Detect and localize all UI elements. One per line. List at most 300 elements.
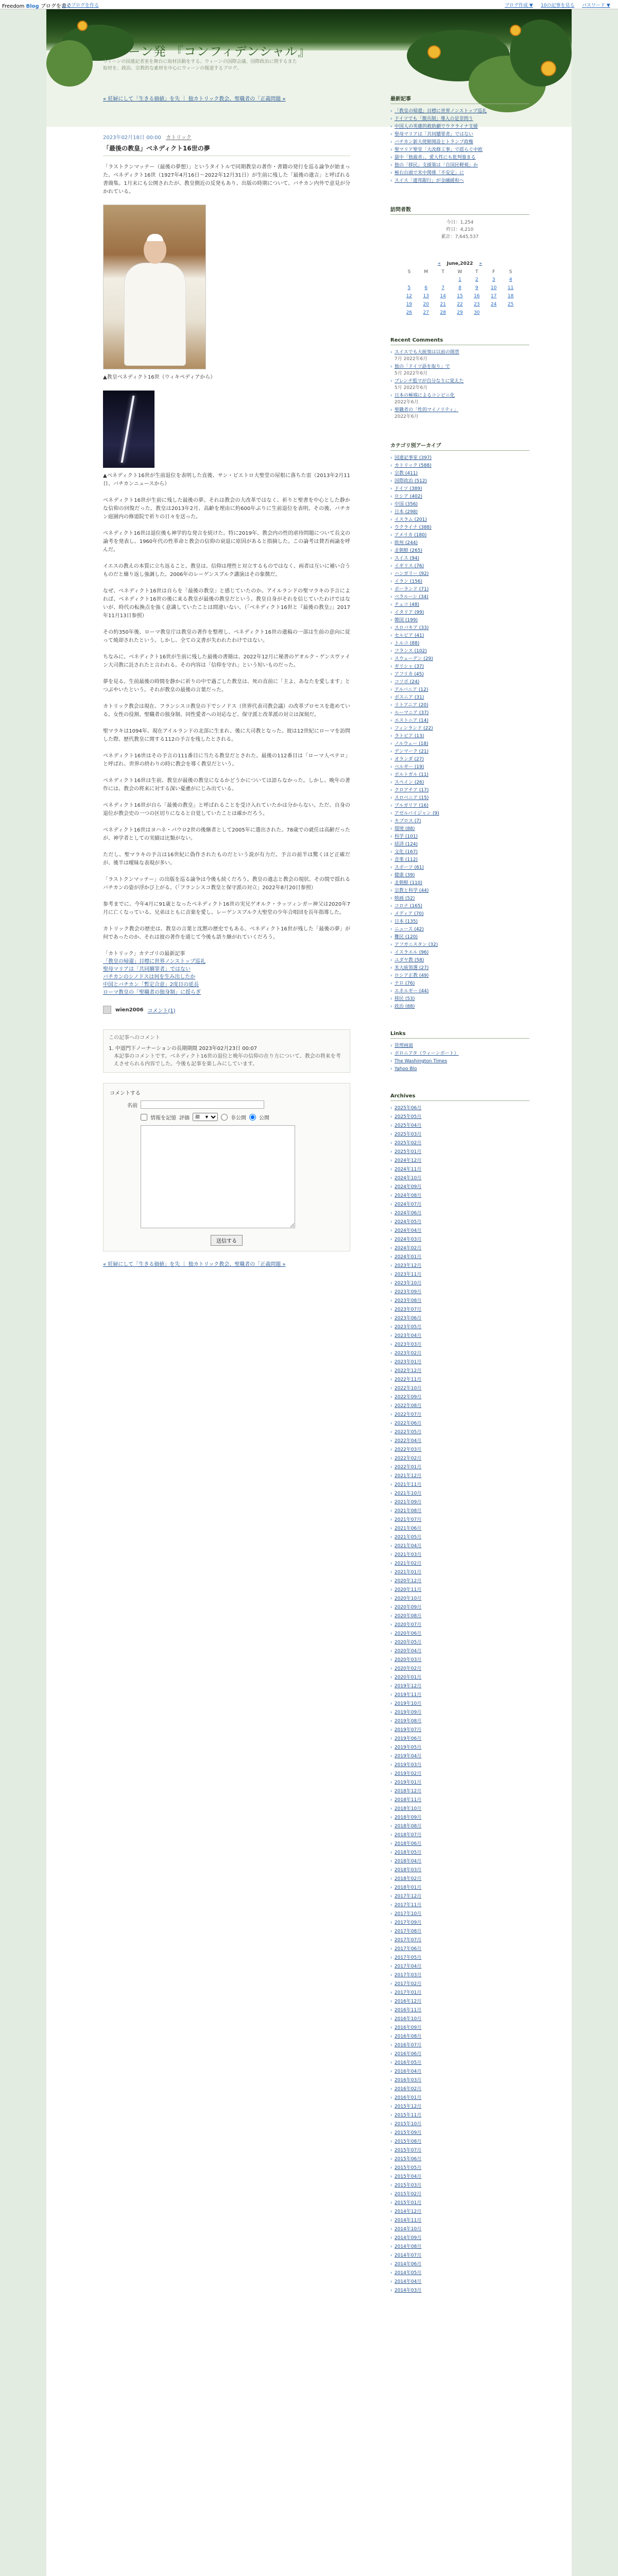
category-link[interactable]: 宗教 (411) xyxy=(394,471,418,476)
category-link[interactable]: イスラム (201) xyxy=(394,517,427,522)
recent-post-link[interactable]: バチカン新大使館開設とトランプ政権 xyxy=(394,140,473,145)
archive-link[interactable]: 2018年04月 xyxy=(394,1859,422,1864)
archive-link[interactable]: 2016年09月 xyxy=(394,2025,422,2030)
external-link[interactable]: Yahoo Blo xyxy=(394,1066,417,1072)
category-link[interactable]: 北朝鮮 (110) xyxy=(394,880,423,886)
calendar-day[interactable]: 22 xyxy=(457,302,463,307)
archive-link[interactable]: 2015年03月 xyxy=(394,2183,422,2188)
archive-link[interactable]: 2024年04月 xyxy=(394,1228,422,1233)
category-link[interactable]: アメリカ (180) xyxy=(394,533,427,538)
category-link[interactable]: ギリシャ (37) xyxy=(394,664,424,669)
archive-link[interactable]: 2020年03月 xyxy=(394,1657,422,1663)
archive-link[interactable]: 2024年06月 xyxy=(394,1211,422,1216)
archive-link[interactable]: 2017年10月 xyxy=(394,1911,422,1917)
archive-link[interactable]: 2021年02月 xyxy=(394,1561,422,1566)
archive-link[interactable]: 2020年08月 xyxy=(394,1614,422,1619)
archive-link[interactable]: 2023年02月 xyxy=(394,1351,422,1356)
archive-link[interactable]: 2021年04月 xyxy=(394,1544,422,1549)
related-post-link[interactable]: 「教皇の帰還」目標に世界ノンストップ巡礼 xyxy=(103,959,205,964)
archive-link[interactable]: 2019年01月 xyxy=(394,1780,422,1785)
archive-link[interactable]: 2019年05月 xyxy=(394,1745,422,1750)
comments-heading: この記事へのコメント xyxy=(109,1035,160,1041)
archive-link[interactable]: 2016年12月 xyxy=(394,1999,422,2004)
archive-link[interactable]: 2022年07月 xyxy=(394,1412,422,1417)
archive-link[interactable]: 2017年04月 xyxy=(394,1964,422,1969)
public-radio[interactable] xyxy=(249,1114,256,1121)
category-link[interactable]: 音楽 (112) xyxy=(394,857,418,862)
archive-link[interactable]: 2025年05月 xyxy=(394,1114,422,1120)
category-link[interactable]: カトリック (588) xyxy=(394,463,432,468)
post-navigation[interactable]: « 妊婦にして「生きる価値」を失 ｜ 独カトリック教会、聖職者の「正義問題 » xyxy=(103,96,286,102)
category-link[interactable]: チェコ (48) xyxy=(394,602,420,607)
next-month-icon[interactable]: » xyxy=(479,261,482,266)
archive-link[interactable]: 2024年01月 xyxy=(394,1255,422,1260)
calendar-day[interactable]: 20 xyxy=(423,302,429,307)
recent-comment-link[interactable]: スイスでも大統領は以前の開票 xyxy=(394,350,459,355)
category-link[interactable]: スイス (94) xyxy=(394,556,420,561)
category-link[interactable]: エストニア (14) xyxy=(394,718,428,723)
archive-link[interactable]: 2021年08月 xyxy=(394,1509,422,1514)
archive-link[interactable]: 2019年03月 xyxy=(394,1762,422,1768)
recent-post-link[interactable]: 独の「移民」支援策は「自国民軽視」か xyxy=(394,163,478,168)
archive-link[interactable]: 2023年05月 xyxy=(394,1325,422,1330)
site-brand[interactable]: Freedom Blog ブログを書く xyxy=(2,4,72,9)
prev-month-icon[interactable]: « xyxy=(438,261,441,266)
archive-link[interactable]: 2016年06月 xyxy=(394,2052,422,2057)
calendar-day[interactable]: 11 xyxy=(507,285,514,291)
recent-comment-link[interactable]: 日本の極端によるコンビニ化 xyxy=(394,393,455,398)
category-link[interactable]: 健康 (39) xyxy=(394,873,415,878)
comments-link[interactable]: コメント(1) xyxy=(147,1008,176,1014)
related-post-link[interactable]: 聖母マリアは「共同贖罪者」ではない xyxy=(103,967,191,972)
category-link[interactable]: 文化 (167) xyxy=(394,850,418,855)
category-link[interactable]: イスラエル (96) xyxy=(394,950,429,955)
archive-link[interactable]: 2016年08月 xyxy=(394,2034,422,2039)
archive-link[interactable]: 2019年04月 xyxy=(394,1754,422,1759)
calendar-day[interactable]: 19 xyxy=(406,302,413,307)
category-link[interactable]: ハンガリー (92) xyxy=(394,571,429,577)
archive-link[interactable]: 2024年07月 xyxy=(394,1202,422,1207)
archive-link[interactable]: 2015年05月 xyxy=(394,2165,422,2171)
category-link[interactable]: スペイン (26) xyxy=(394,780,424,785)
archive-link[interactable]: 2021年05月 xyxy=(394,1535,422,1540)
calendar-day[interactable]: 25 xyxy=(507,302,514,307)
category-link[interactable]: リトアニア (20) xyxy=(394,703,428,708)
archive-link[interactable]: 2022年04月 xyxy=(394,1438,422,1444)
comment-textarea[interactable] xyxy=(141,1125,295,1228)
archive-link[interactable]: 2023年06月 xyxy=(394,1316,422,1321)
archive-item xyxy=(390,1788,529,1795)
archive-link[interactable]: 2017年02月 xyxy=(394,1981,422,1987)
category-link[interactable]: ベルギー (19) xyxy=(394,765,424,770)
category-link[interactable]: 中国 (356) xyxy=(394,502,418,507)
archive-link[interactable]: 2016年04月 xyxy=(394,2069,422,2074)
calendar-day[interactable]: 17 xyxy=(490,294,497,299)
category-link[interactable]: ノルウェー (18) xyxy=(394,741,428,747)
category-link[interactable]: 難民 (120) xyxy=(394,935,418,940)
category-link[interactable]: コロナ (165) xyxy=(394,904,423,909)
archive-link[interactable]: 2018年02月 xyxy=(394,1876,422,1882)
category-link[interactable]: 米大統領選 (27) xyxy=(394,965,429,971)
category-link[interactable]: トルコ (88) xyxy=(394,641,420,646)
recent-post-link[interactable]: 極右台頭で米中関係「不安定」に xyxy=(394,171,465,176)
category-link[interactable]: イタリア (99) xyxy=(394,610,424,615)
archive-item xyxy=(390,1648,529,1655)
comment-form xyxy=(103,1083,350,1251)
archive-link[interactable]: 2022年12月 xyxy=(394,1368,422,1374)
category-link[interactable]: ドイツ (389) xyxy=(394,486,422,492)
archive-link[interactable]: 2015年09月 xyxy=(394,2130,422,2136)
calendar-day[interactable]: 18 xyxy=(507,294,514,299)
category-link[interactable]: 韓国 (199) xyxy=(394,618,418,623)
archive-link[interactable]: 2022年03月 xyxy=(394,1447,422,1452)
archive-item xyxy=(390,1850,529,1856)
calendar-day[interactable]: 27 xyxy=(423,310,429,315)
category-link[interactable]: エネルギー (44) xyxy=(394,989,429,994)
password-menu[interactable]: パスワード ▼ xyxy=(582,3,610,8)
archive-link[interactable]: 2024年03月 xyxy=(394,1237,422,1242)
archive-link[interactable]: 2018年03月 xyxy=(394,1868,422,1873)
calendar-day[interactable]: 30 xyxy=(474,310,480,315)
archive-link[interactable]: 2015年01月 xyxy=(394,2200,422,2206)
archive-link[interactable]: 2014年12月 xyxy=(394,2209,422,2214)
category-link[interactable]: テロ (76) xyxy=(394,981,415,986)
archive-link[interactable]: 2016年05月 xyxy=(394,2060,422,2065)
category-link[interactable]: イギリス (76) xyxy=(394,564,424,569)
archive-link[interactable]: 2025年01月 xyxy=(394,1149,422,1155)
category-link[interactable]: ポーランド (71) xyxy=(394,587,429,592)
archive-link[interactable]: 2017年11月 xyxy=(394,1903,422,1908)
recent-comment-link[interactable]: ブレンチ監マが自分なりに覚えた xyxy=(394,379,464,384)
archive-link[interactable]: 2014年10月 xyxy=(394,2227,422,2232)
recent-post-item xyxy=(390,147,529,154)
external-link[interactable]: The Washington Times xyxy=(394,1059,448,1064)
recent-post-link[interactable]: ドイツでも「徴兵制」導入の是非問う xyxy=(394,116,473,122)
archive-link[interactable]: 2021年10月 xyxy=(394,1491,422,1496)
archive-link[interactable]: 2025年02月 xyxy=(394,1141,422,1146)
archive-link[interactable]: 2018年07月 xyxy=(394,1833,422,1838)
archive-link[interactable]: 2023年08月 xyxy=(394,1298,422,1303)
category-link[interactable]: 国連記事室 (397) xyxy=(394,455,432,461)
archive-link[interactable]: 2019年10月 xyxy=(394,1701,422,1706)
archive-link[interactable]: 2022年10月 xyxy=(394,1386,422,1391)
category-link[interactable]: 日本 (135) xyxy=(394,919,418,924)
recent-post-link[interactable]: 中国人の英雄的救助劇でウクライナ支援 xyxy=(394,124,478,129)
calendar xyxy=(401,268,519,317)
archive-link[interactable]: 2024年09月 xyxy=(394,1184,422,1190)
archive-link[interactable]: 2023年11月 xyxy=(394,1272,422,1277)
archive-link[interactable]: 2022年11月 xyxy=(394,1377,422,1382)
external-link[interactable]: ポロニアタ（ウィーンボート） xyxy=(394,1051,459,1056)
archive-link[interactable]: 2022年05月 xyxy=(394,1430,422,1435)
archive-link[interactable]: 2024年10月 xyxy=(394,1176,422,1181)
category-link[interactable]: ユダヤ教 (58) xyxy=(394,958,424,963)
category-link[interactable]: 環境 (88) xyxy=(394,826,415,832)
archive-link[interactable]: 2022年02月 xyxy=(394,1456,422,1461)
calendar-day[interactable]: 14 xyxy=(440,294,446,299)
archive-link[interactable]: 2021年01月 xyxy=(394,1570,422,1575)
archive-link[interactable]: 2015年11月 xyxy=(394,2113,422,2118)
calendar-day[interactable]: 16 xyxy=(474,294,480,299)
archive-link[interactable]: 2016年10月 xyxy=(394,2016,422,2022)
calendar-day[interactable]: 7 xyxy=(441,285,444,291)
calendar-day[interactable]: 28 xyxy=(440,310,446,315)
calendar-day[interactable]: 29 xyxy=(457,310,463,315)
archive-link[interactable]: 2017年07月 xyxy=(394,1938,422,1943)
category-link[interactable]: 欧州 (244) xyxy=(394,540,418,546)
view-articles-link[interactable]: 10の記事を見る xyxy=(541,3,575,8)
archive-item xyxy=(390,1245,529,1252)
archive-link[interactable]: 2023年10月 xyxy=(394,1281,422,1286)
archive-link[interactable]: 2018年09月 xyxy=(394,1815,422,1820)
category-link[interactable]: 科学 (101) xyxy=(394,834,418,839)
archive-link[interactable]: 2021年03月 xyxy=(394,1552,422,1557)
external-link[interactable]: 管理画面 xyxy=(394,1043,414,1048)
category-link[interactable]: ロシア (402) xyxy=(394,494,423,499)
category-link[interactable]: クロアチア (17) xyxy=(394,788,429,793)
category-link[interactable]: コソボ (24) xyxy=(394,680,420,685)
category-link[interactable]: アゼルバイジャン (9) xyxy=(394,811,439,816)
category-link[interactable]: 映画 (52) xyxy=(394,896,415,901)
archive-link[interactable]: 2023年07月 xyxy=(394,1307,422,1312)
archive-link[interactable]: 2020年12月 xyxy=(394,1579,422,1584)
category-link[interactable]: デンマーク (21) xyxy=(394,749,429,754)
category-link[interactable]: スロベニア (15) xyxy=(394,795,429,801)
archive-link[interactable]: 2014年07月 xyxy=(394,2253,422,2258)
category-link[interactable]: スロバキア (33) xyxy=(394,625,429,631)
category-link[interactable]: 北朝鮮 (265) xyxy=(394,548,423,553)
archive-link[interactable]: 2017年09月 xyxy=(394,1920,422,1925)
calendar-day[interactable]: 21 xyxy=(440,302,446,307)
category-link[interactable]: アフガニスタン (32) xyxy=(394,942,438,947)
category-link[interactable]: ニュース (42) xyxy=(394,927,424,932)
archive-link[interactable]: 2018年11月 xyxy=(394,1798,422,1803)
archive-link[interactable]: 2020年01月 xyxy=(394,1675,422,1680)
private-radio[interactable] xyxy=(221,1114,228,1121)
related-post-link[interactable]: ローマ教皇の「聖職者の独身制」に揺らぎ xyxy=(103,990,201,995)
archive-link[interactable]: 2015年02月 xyxy=(394,2192,422,2197)
calendar-day[interactable]: 1 xyxy=(458,277,461,282)
submit-button[interactable]: 送信する xyxy=(211,1235,243,1246)
calendar-day[interactable]: 8 xyxy=(458,285,461,291)
archive-link[interactable]: 2014年03月 xyxy=(394,2288,422,2293)
category-link[interactable]: セルビア (41) xyxy=(394,633,424,638)
archive-link[interactable]: 2019年12月 xyxy=(394,1684,422,1689)
archive-item xyxy=(390,1105,529,1112)
archive-item xyxy=(390,1359,529,1366)
archive-link[interactable]: 2023年12月 xyxy=(394,1263,422,1268)
category-link[interactable]: 移民 (53) xyxy=(394,996,415,1002)
archive-link[interactable]: 2014年09月 xyxy=(394,2235,422,2241)
category-link[interactable]: イラン (156) xyxy=(394,579,423,584)
post-author[interactable]: wien2006 xyxy=(115,1007,144,1013)
post-title[interactable]: 「最後の教皇」ベネディクト16世の夢 xyxy=(103,142,350,156)
archive-link[interactable]: 2015年04月 xyxy=(394,2174,422,2179)
category-link[interactable]: ポルトガル (11) xyxy=(394,772,429,777)
calendar-day[interactable]: 4 xyxy=(509,277,512,282)
archive-link[interactable]: 2020年11月 xyxy=(394,1587,422,1592)
archive-link[interactable]: 2017年01月 xyxy=(394,1990,422,1995)
archive-link[interactable]: 2019年11月 xyxy=(394,1692,422,1698)
archive-link[interactable]: 2014年11月 xyxy=(394,2218,422,2223)
category-link[interactable]: ボスニア (31) xyxy=(394,695,424,700)
create-blog-link[interactable]: このブログを作る xyxy=(62,3,99,8)
calendar-day[interactable]: 3 xyxy=(492,277,495,282)
archive-item xyxy=(390,1867,529,1874)
calendar-day[interactable]: 5 xyxy=(407,285,411,291)
archive-link[interactable]: 2024年08月 xyxy=(394,1193,422,1198)
archive-link[interactable]: 2014年05月 xyxy=(394,2270,422,2276)
archive-link[interactable]: 2024年05月 xyxy=(394,1219,422,1225)
archive-link[interactable]: 2016年07月 xyxy=(394,2043,422,2048)
category-link[interactable]: フランス (102) xyxy=(394,649,427,654)
category-link[interactable]: 日本 (298) xyxy=(394,510,418,515)
archive-link[interactable]: 2025年03月 xyxy=(394,1132,422,1137)
archive-link[interactable]: 2015年08月 xyxy=(394,2139,422,2144)
category-link[interactable]: スウェーデン (29) xyxy=(394,656,433,662)
archive-link[interactable]: 2015年10月 xyxy=(394,2122,422,2127)
archive-link[interactable]: 2017年08月 xyxy=(394,1929,422,1934)
name-input[interactable] xyxy=(141,1100,264,1109)
category-link[interactable]: ベラルーシ (34) xyxy=(394,595,428,600)
calendar-day[interactable]: 24 xyxy=(490,302,497,307)
archive-link[interactable]: 2016年03月 xyxy=(394,2078,422,2083)
archive-link[interactable]: 2017年03月 xyxy=(394,1973,422,1978)
archive-link[interactable]: 2020年10月 xyxy=(394,1596,422,1601)
archive-link[interactable]: 2019年02月 xyxy=(394,1771,422,1776)
calendar-day[interactable]: 6 xyxy=(424,285,428,291)
recent-post-link[interactable]: スイス「連邦銀行」が金融緩和へ xyxy=(394,178,464,183)
archive-link[interactable]: 2020年06月 xyxy=(394,1631,422,1636)
category-link[interactable]: ウクライナ (388) xyxy=(394,525,432,530)
category-link[interactable]: ブルガリア (16) xyxy=(394,803,428,808)
archive-item xyxy=(390,1131,529,1138)
archive-link[interactable]: 2017年12月 xyxy=(394,1894,422,1899)
archive-link[interactable]: 2022年06月 xyxy=(394,1421,422,1426)
archive-link[interactable]: 2019年06月 xyxy=(394,1736,422,1741)
bottom-post-navigation[interactable]: « 妊婦にして「生きる価値」を失 ｜ 独カトリック教会、聖職者の「正義問題 » xyxy=(103,1262,286,1267)
archive-link[interactable]: 2023年01月 xyxy=(394,1360,422,1365)
archive-link[interactable]: 2014年06月 xyxy=(394,2262,422,2267)
archive-link[interactable]: 2017年06月 xyxy=(394,1946,422,1952)
emoji-select[interactable] xyxy=(193,1113,218,1121)
archive-link[interactable]: 2018年06月 xyxy=(394,1841,422,1846)
archive-item xyxy=(390,2287,529,2294)
archive-link[interactable]: 2018年01月 xyxy=(394,1885,422,1890)
calendar-day[interactable]: 13 xyxy=(423,294,429,299)
archive-link[interactable]: 2014年04月 xyxy=(394,2279,422,2284)
category-link[interactable]: スポーツ (61) xyxy=(394,865,424,870)
category-link[interactable]: ラトビア (13) xyxy=(394,734,424,739)
archive-link[interactable]: 2018年05月 xyxy=(394,1850,422,1855)
category-link[interactable]: アフリカ (45) xyxy=(394,672,424,677)
site-title[interactable]: ウィーン発 『コンフィデンシャル』 xyxy=(103,44,311,59)
calendar-day[interactable]: 9 xyxy=(475,285,478,291)
blog-create-menu[interactable]: ブログ作成 ▼ xyxy=(505,3,533,8)
category-link[interactable]: 政治 (88) xyxy=(394,1004,415,1009)
archive-link[interactable]: 2021年06月 xyxy=(394,1526,422,1531)
recent-post-link[interactable]: 聖母マリアは「共同贖罪者」ではない xyxy=(394,132,474,137)
archive-link[interactable]: 2018年10月 xyxy=(394,1806,422,1811)
post-category[interactable]: カトリック xyxy=(166,135,192,141)
archive-link[interactable]: 2018年12月 xyxy=(394,1789,422,1794)
category-link[interactable]: 経済 (124) xyxy=(394,842,418,847)
archive-link[interactable]: 2019年07月 xyxy=(394,1727,422,1733)
archive-link[interactable]: 2019年09月 xyxy=(394,1710,422,1715)
category-link[interactable]: ルーマニア (37) xyxy=(394,710,429,716)
recent-comment-link[interactable]: 独の「ドイツ語を取り」で xyxy=(394,364,450,369)
category-link[interactable]: アルバニア (12) xyxy=(394,687,428,692)
archive-link[interactable]: 2021年07月 xyxy=(394,1517,422,1522)
calendar-day[interactable]: 2 xyxy=(475,277,478,282)
category-link[interactable]: 宗教と科学 (44) xyxy=(394,888,429,893)
calendar-day[interactable]: 23 xyxy=(474,302,480,307)
archive-link[interactable]: 2020年04月 xyxy=(394,1649,422,1654)
recent-post-link[interactable]: 「教皇の帰還」目標に世界ノンストップ巡礼 xyxy=(394,109,487,114)
calendar-day[interactable]: 10 xyxy=(490,285,497,291)
archive-link[interactable]: 2025年06月 xyxy=(394,1106,422,1111)
category-link[interactable]: フィンランド (22) xyxy=(394,726,433,731)
archive-link[interactable]: 2024年02月 xyxy=(394,1246,422,1251)
archive-link[interactable]: 2022年08月 xyxy=(394,1403,422,1409)
archive-link[interactable]: 2015年12月 xyxy=(394,2104,422,2109)
archive-link[interactable]: 2021年12月 xyxy=(394,1473,422,1479)
leaf-decoration xyxy=(46,40,93,87)
archive-link[interactable]: 2022年09月 xyxy=(394,1395,422,1400)
category-link[interactable]: メディア (70) xyxy=(394,911,424,917)
archive-link[interactable]: 2020年07月 xyxy=(394,1622,422,1628)
archive-link[interactable]: 2019年08月 xyxy=(394,1719,422,1724)
archive-link[interactable]: 2014年08月 xyxy=(394,2244,422,2249)
archive-link[interactable]: 2016年11月 xyxy=(394,2008,422,2013)
post-paragraph: ちなみに、ベネディクト16世が生前に残した最後の書簡は、2022年12月に秘書のゲオルク・ゲンスヴァイン大司教に託されたと言われる。その内容は「信仰を守れ」という短いものだった。 xyxy=(103,654,350,668)
archive-link[interactable]: 2024年11月 xyxy=(394,1167,422,1172)
archive-link[interactable]: 2020年09月 xyxy=(394,1605,422,1610)
archive-link[interactable]: 2021年11月 xyxy=(394,1482,422,1487)
calendar-day[interactable]: 12 xyxy=(406,294,413,299)
archive-link[interactable]: 2015年06月 xyxy=(394,2157,422,2162)
category-link[interactable]: キプロス (7) xyxy=(394,819,421,824)
archive-link[interactable]: 2016年01月 xyxy=(394,2095,422,2100)
recent-post-link[interactable]: 聖マリア聖堂「大改修工事」で揺らぐ中欧 xyxy=(394,147,483,152)
category-link[interactable]: オランダ (27) xyxy=(394,757,424,762)
calendar-day[interactable]: 15 xyxy=(457,294,463,299)
recent-post-link[interactable]: 獄中「独裁者」、愛人性にも批判強まる xyxy=(394,155,476,160)
archive-link[interactable]: 2024年12月 xyxy=(394,1158,422,1163)
archive-link[interactable]: 2021年09月 xyxy=(394,1500,422,1505)
author-avatar-icon[interactable] xyxy=(103,1006,111,1014)
related-post-link[interactable]: バチカンのシノドスは何を生み出したか xyxy=(103,974,196,980)
category-link[interactable]: ロシア正教 (49) xyxy=(394,973,429,978)
archive-link[interactable]: 2023年09月 xyxy=(394,1290,422,1295)
remember-checkbox[interactable] xyxy=(141,1114,147,1121)
archive-link[interactable]: 2017年05月 xyxy=(394,1955,422,1960)
archive-link[interactable]: 2015年07月 xyxy=(394,2148,422,2153)
archive-link[interactable]: 2018年08月 xyxy=(394,1824,422,1829)
archive-link[interactable]: 2020年05月 xyxy=(394,1640,422,1645)
archive-link[interactable]: 2022年01月 xyxy=(394,1465,422,1470)
archive-link[interactable]: 2016年02月 xyxy=(394,2087,422,2092)
recent-comment-link[interactable]: 聖職者の「性的マイノリティ」 xyxy=(394,408,459,413)
archive-link[interactable]: 2020年02月 xyxy=(394,1666,422,1671)
archive-link[interactable]: 2025年04月 xyxy=(394,1123,422,1128)
category-link[interactable]: 国際政治 (512) xyxy=(394,479,427,484)
archive-link[interactable]: 2023年03月 xyxy=(394,1342,422,1347)
calendar-day[interactable]: 26 xyxy=(406,310,413,315)
category-item xyxy=(390,872,529,879)
related-post-link[interactable]: 中国とバチカン「暫定合意」2度目の延長 xyxy=(103,982,199,988)
archive-link[interactable]: 2023年04月 xyxy=(394,1333,422,1338)
